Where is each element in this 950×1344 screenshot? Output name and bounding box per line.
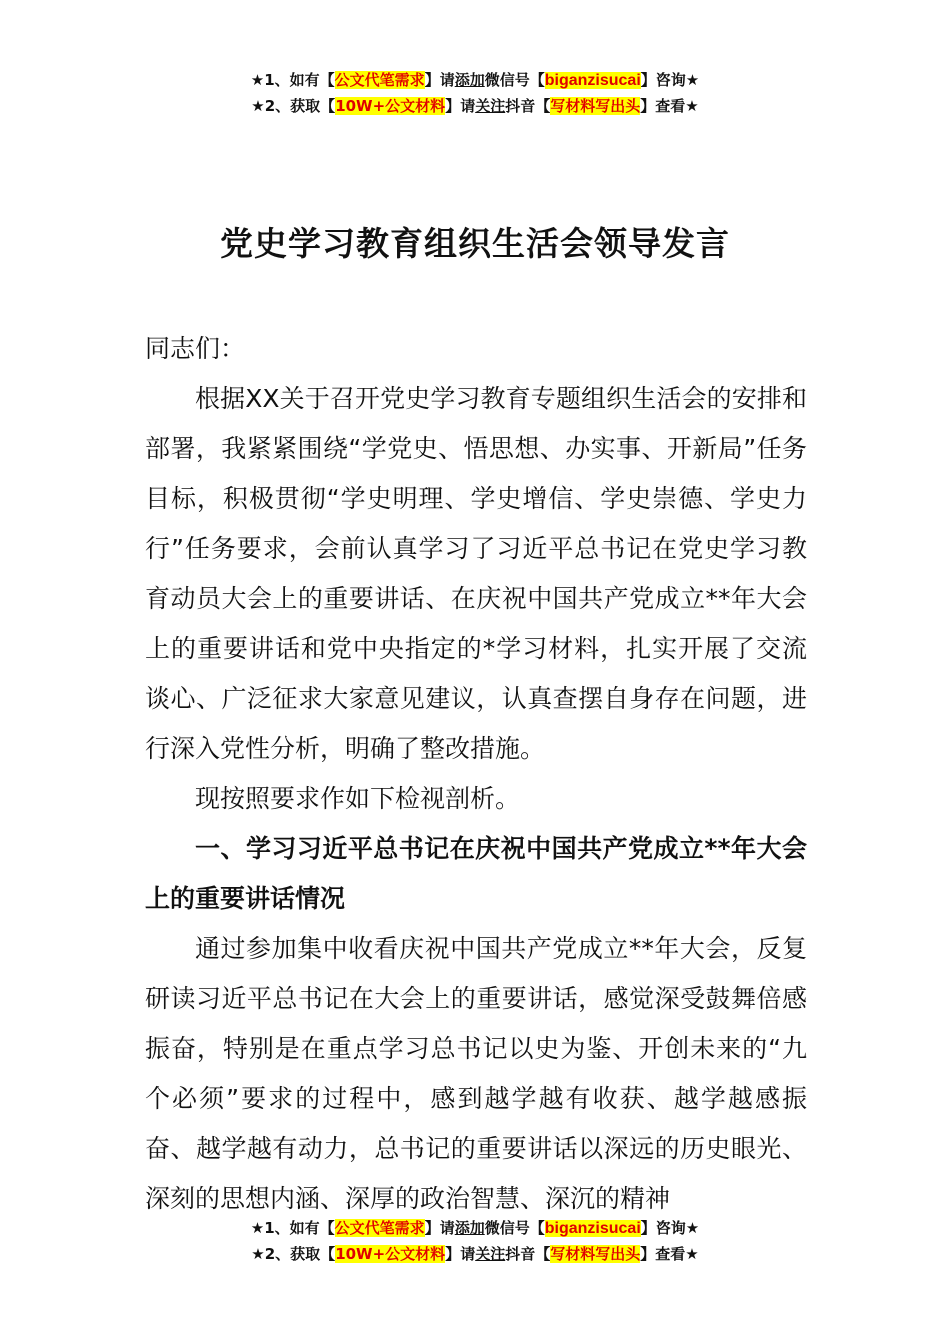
paragraph: 现按照要求作如下检视剖析。 — [195, 784, 521, 813]
banner-line-2: ★2、获取【10W+公文材料】请关注抖音【写材料写出头】查看★ — [251, 1245, 699, 1263]
salutation: 同志们： — [145, 334, 246, 363]
header-banner — [0, 67, 950, 119]
highlight-materials: 10W+公文材料 — [335, 1245, 446, 1263]
highlight-service: 公文代笔需求 — [334, 71, 425, 89]
banner-line-1: ★1、如有【公文代笔需求】请添加微信号【biganzisucai】咨询★ — [250, 1219, 700, 1237]
highlight-service: 公文代笔需求 — [334, 1219, 425, 1237]
highlight-douyin-account: 写材料写出头 — [550, 1245, 641, 1263]
highlight-materials: 10W+公文材料 — [335, 97, 446, 115]
banner-line-1: ★1、如有【公文代笔需求】请添加微信号【biganzisucai】咨询★ — [250, 71, 700, 89]
document-title: 党史学习教育组织生活会领导发言 — [220, 224, 730, 263]
paragraph: 通过参加集中收看庆祝中国共产党成立**年大会，反复研读习近平总书记在大会上的重要讲话，感觉深受鼓舞倍感振奋，特别是在重点学习总书记以史为鉴、开创未来的“九个必须”要求的过程中，感到越学越有收获、越学越感振奋、越学越有动力，总书记的重要讲话以深远的历史眼光、深刻的思想内涵、深厚的政治智慧、深沉的精神 — [145, 934, 807, 1213]
section-heading: 一、学习习近平总书记在庆祝中国共产党成立**年大会上的重要讲话情况 — [145, 834, 807, 913]
highlight-wechat-id: biganzisucai — [544, 1220, 641, 1237]
banner-line-2: ★2、获取【10W+公文材料】请关注抖音【写材料写出头】查看★ — [251, 97, 699, 115]
paragraph: 根据XX关于召开党史学习教育专题组织生活会的安排和部署，我紧紧围绕“学党史、悟思想、办实事、开新局”任务目标，积极贯彻“学史明理、学史增信、学史崇德、学史力行”任务要求，会前认真学习了习近平总书记在党史学习教育动员大会上的重要讲话、在庆祝中国共产党成立**年大会上的重要讲话和党中央指定的*学习材料，扎实开展了交流谈心、广泛征求大家意见建议，认真查摆自身存在问题，进行深入党性分析，明确了整改措施。 — [145, 384, 807, 763]
footer-banner — [0, 1215, 950, 1267]
highlight-wechat-id: biganzisucai — [544, 72, 641, 89]
document-body — [145, 324, 807, 1224]
highlight-douyin-account: 写材料写出头 — [550, 97, 641, 115]
